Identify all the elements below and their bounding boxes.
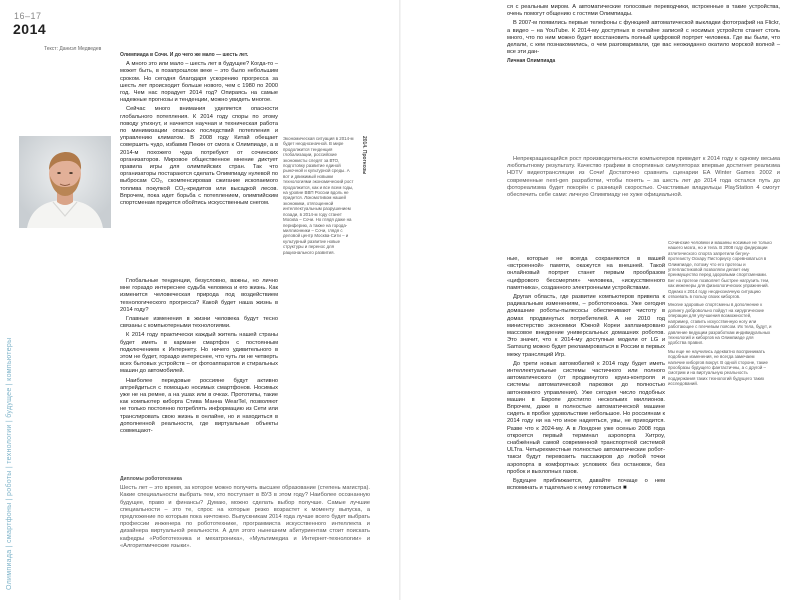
paragraph: Глобальные тенденции, безусловно, важны, но лично мне гораздо интереснее судьба человека и его жизнь. Как изменится человеческая природа под воздействием технологического прогресса? Какой будет наша жизнь в 2014 году? bbox=[120, 278, 278, 313]
sidebar-vertical-label: 2014. Прогнозы bbox=[361, 136, 367, 175]
article-column-left-middle bbox=[120, 278, 278, 476]
byline: Текст: Даниэл Медведев bbox=[44, 46, 102, 52]
sidebar-paragraph: Сочинские человеки и машины носимые не только нашего мозга, но и тела. В 2008 году федерации атлетического спорта запретили бегуну-протезисту Оскару Писториусу соревноваться в Олимпиаде, потому что его протезы и углепластиковой позволяли делает ему преимущество перед здоровыми спортсменами. Бег на протезе позволяет быстрее нагрузить тем, как инженеры для физиологических упражнений. Однако к 2014 году неоднозначную ситуацию отвоевать в пользу своих киборгов. bbox=[668, 240, 772, 300]
end-mark-icon: ■ bbox=[622, 485, 627, 492]
section-year: 2014 bbox=[13, 21, 47, 37]
sidebar-paragraph: Многие здоровые спортсмены в дополнение к допингу добровольно пойдут на хирургические операции для улучшения возможностей, например, ставить искусственную ногу или работающее с плечевым поясом. Их тела, будут, и давление ведущим разработкам индивидуальных технологий и киборгов на Олимпиаде для удобства правил. bbox=[668, 302, 772, 346]
sidebar-paragraph: Мы еще не научились адекватно воспринимать подобные изменения, не всегда замечаем наличие киборгов вокруг. В одной стороне, такие прообразы будущего фантастичны, а с другой – смотрим и на виртуальную реальность поддержания таких технологий будущего таких исследований. bbox=[668, 348, 768, 387]
article-column-right-top bbox=[507, 4, 780, 149]
page-gutter bbox=[399, 0, 401, 600]
paragraph: Главные изменения в жизни человека будут тесно связаны с компьютерными технологиями. bbox=[120, 316, 278, 330]
paragraph: К 2014 году практически каждый житель нашей страны будет иметь в кармане смартфон с постоянным подключением к Интернету. Но ничего удивительного в этом не будет, гораздо интереснее, что чуть ли не четверть всех бытовых устройств – от фотоаппаратов и стиральных машин до автомобилей. bbox=[120, 332, 278, 375]
lead-subhead: Олимпиада в Сочи. И до чего же мало — шесть лет. bbox=[120, 52, 249, 58]
economy-sidebar: Экономическая ситуация в 2014-м будет неоднозначной. В мире продолжится тенденция глобализации, российские экономисты следят за ВТО, подготовку развитие единой рыночной и культурной среды. А вот и движимый новыми технологиями экономический рост продолжится, как и все всем годы, на уровне ВВП России вдоль не придется. Локомотивом нашей экономики, отягощенной интеллектуальным разрушением позади, в 2014-м году станет Москва – Сочи. Но глядя даже на периферию, а также на города-миллионники – Сочи, глядя с деловой центр Москва-Сити – и культурный развитие новые структуры и перенос для рационального развития. bbox=[283, 136, 354, 255]
section-subhead: Дипломы робототехника bbox=[120, 476, 182, 482]
paragraph: ся с реальным миром. А автоматические голосовые переводчики, встроенные в такие устройства, очень помогут общению с гостями Олимпиады. bbox=[507, 4, 780, 18]
cyborg-sidebar bbox=[668, 240, 772, 478]
page-numbers: 16–17 bbox=[14, 11, 42, 21]
paragraph: Наиболее передовые россияне будут активно апгрейдиться с помощью носимых смартфонов. Носимых уже не на ремне, а на ушах или в очках. Прототипы, такие как компьютер киборга Стива Манна WearTel, позволяют не только постоянно потреблять информацию из Сети или транслировать свою жизнь в онлайне, но и находиться в дополненной реальности, где виртуальные объекты совмещают- bbox=[120, 377, 278, 435]
paragraph: Непрекращающийся рост производительности компьютеров приведет к 2014 году к одному весьма любопытному результату. Качество графики в спортивных симуляторах впервые достигнет реализма HDTV видеотрансляции из Сочи! Достаточно сравнить сценарии EA Winter Games 2002 и современные next-gen разработки, чтобы понять – за шесть лет до 2014 года остался путь до фотореализма будет покорён с разницей скоростью. Счастливые владельцы PlayStation 4 смогут обеспечить себе сами: личную Олимпиаду не хуже официальной. bbox=[507, 156, 780, 199]
paragraph: Другая область, где развитие компьютеров привела к радикальным изменениям, – робототехника. Уже сегодня домашние роботы-пылесосы обеспечивают чистоту в домах продвинутых потребителей. А не 2010 год министерство экономики Южной Кореи запланировано массовое внедрение универсальных домашних роботов. Это значит, что к 2014-му доступные модели от LG и Samsung можно будет рекламироваться в России в первых межу трансляций Игр. bbox=[507, 294, 665, 358]
side-tags: Олимпиада | смартфоны | роботы | технологии | будущее | компьютеры bbox=[6, 337, 13, 590]
author-portrait bbox=[19, 136, 111, 228]
paragraph: Шесть лет – это время, за которое можно получить высшее образование (степень магистра). Какие специальности выбрать тем, кто поступает в ВУЗ в этом году? Наиболее осознанную будущее, право и финансы? Думаю, можно сделать выбор получше. Самые лучшие специальности – это те, спрос на которые резко возрастет к моменту выпуска, а предложение по которым пока ничтожно. Выпускникам 2014 года лучше всего будет выбрать профессии инженера по робототехнике, программиста искусственного интеллекта и дизайнера виртуальной реальности. А для этого нынешним абитуриентам стоит поискать кафедры «Робототехника и мехатроника», «Мультимедиа и Интернет-технологии» и «Алгоритмические языки». bbox=[120, 485, 370, 549]
section-subhead: Личная Олимпиада bbox=[507, 58, 556, 65]
closing-text: Будущее приближается, давайте почаще о нем вспоминать и тщательно к нему готовиться bbox=[507, 478, 665, 492]
paragraph: До трети новых автомобилей к 2014 году будет иметь интеллектуальные системы частичного или полного автоматического (от продвинутого круиз-контроля и системы автоматической парковки до полностью автономного управления). Уже сегодня число подобных машин в Европе достигло нескольких миллионов. Впрочем, даже в полностью автоматической машине сидеть в пробке удовольствие небольшое. Но россиянам к 2014 году ни на что иное надеяться, увы, не приходится. Разве что к 2024-му. А в Лондоне уже осенью 2008 года откроется первый терминал аэропорта Хитроу, снабжённый самой современной транспортной системой ULTra. Четырехместные полностью автоматические робот-такси будут перевозить пассажиров до любой точки аэропорта в комфортных условиях без остановок, без пробок и выхлопных газов. bbox=[507, 360, 665, 475]
article-column-left-bottom bbox=[120, 476, 370, 594]
paragraph: ные, которые не всегда сохраняются в вашей «встроенной» памяти, окажутся на внешней. Такой онлайновый портрет станет первым прообразом «цифрового бессмертия» человека, «искусственного памятника», созданного электронными устройствами. bbox=[507, 256, 665, 291]
paragraph-closing bbox=[507, 478, 665, 492]
article-column-right-main bbox=[507, 256, 665, 576]
article-column-left-top bbox=[120, 52, 278, 278]
paragraph: Сейчас много внимания уделяется опасности глобального потепления. К 2014 году споры по этому поводу утихнут, и начнется научная и техническая работа по минимизации опасных последствий потепления и управлению климатом. В 2008 году Китай обещает совершить чудо, избавив Пекин от смога к Олимпиаде, а в 2014-м похожего чуда потребуют от сочинских организаторов. Мировое общественное мнение диктует правила игры для олимпийских стран. Так что организаторы постараются сделать Олимпиаду нулевой по выбросам CO₂, скомпенсировав сжигание ископаемого топлива покупкой CO₂-кредитов или высадкой лесов. Впрочем, пока идет борьба с потеплением, олимпийским спортсменам придется обойтись искусственным снегом. bbox=[120, 106, 278, 207]
portrait-image bbox=[19, 136, 111, 228]
paragraph: А много это или мало – шесть лет в будущее? Когда-то – может быть, в позапрошлом веке – это было небольшим сроком. Но сегодня благодаря ускорению прогресса за шесть лет происходит больше нового, чем с 1980 по 2000 год. Чем нас порадует 2014 год? Опираясь на самые надежные прогнозы и тенденции, можно увидеть многое. bbox=[120, 61, 278, 104]
paragraph: В 2007-м появились первые телефоны с функцией автоматической выкладки фотографий на Flickr, а видео – на YouTube. К 2014-му доступных в онлайне записей с носимых устройств станет столь много, что по ним можно будет восстановить полный цифровой портрет человека. Где вы были, что делали, с кем познакомились, о чем разговаривали, где вас неожиданно окатило морской волной – все эти дан- bbox=[507, 20, 780, 56]
